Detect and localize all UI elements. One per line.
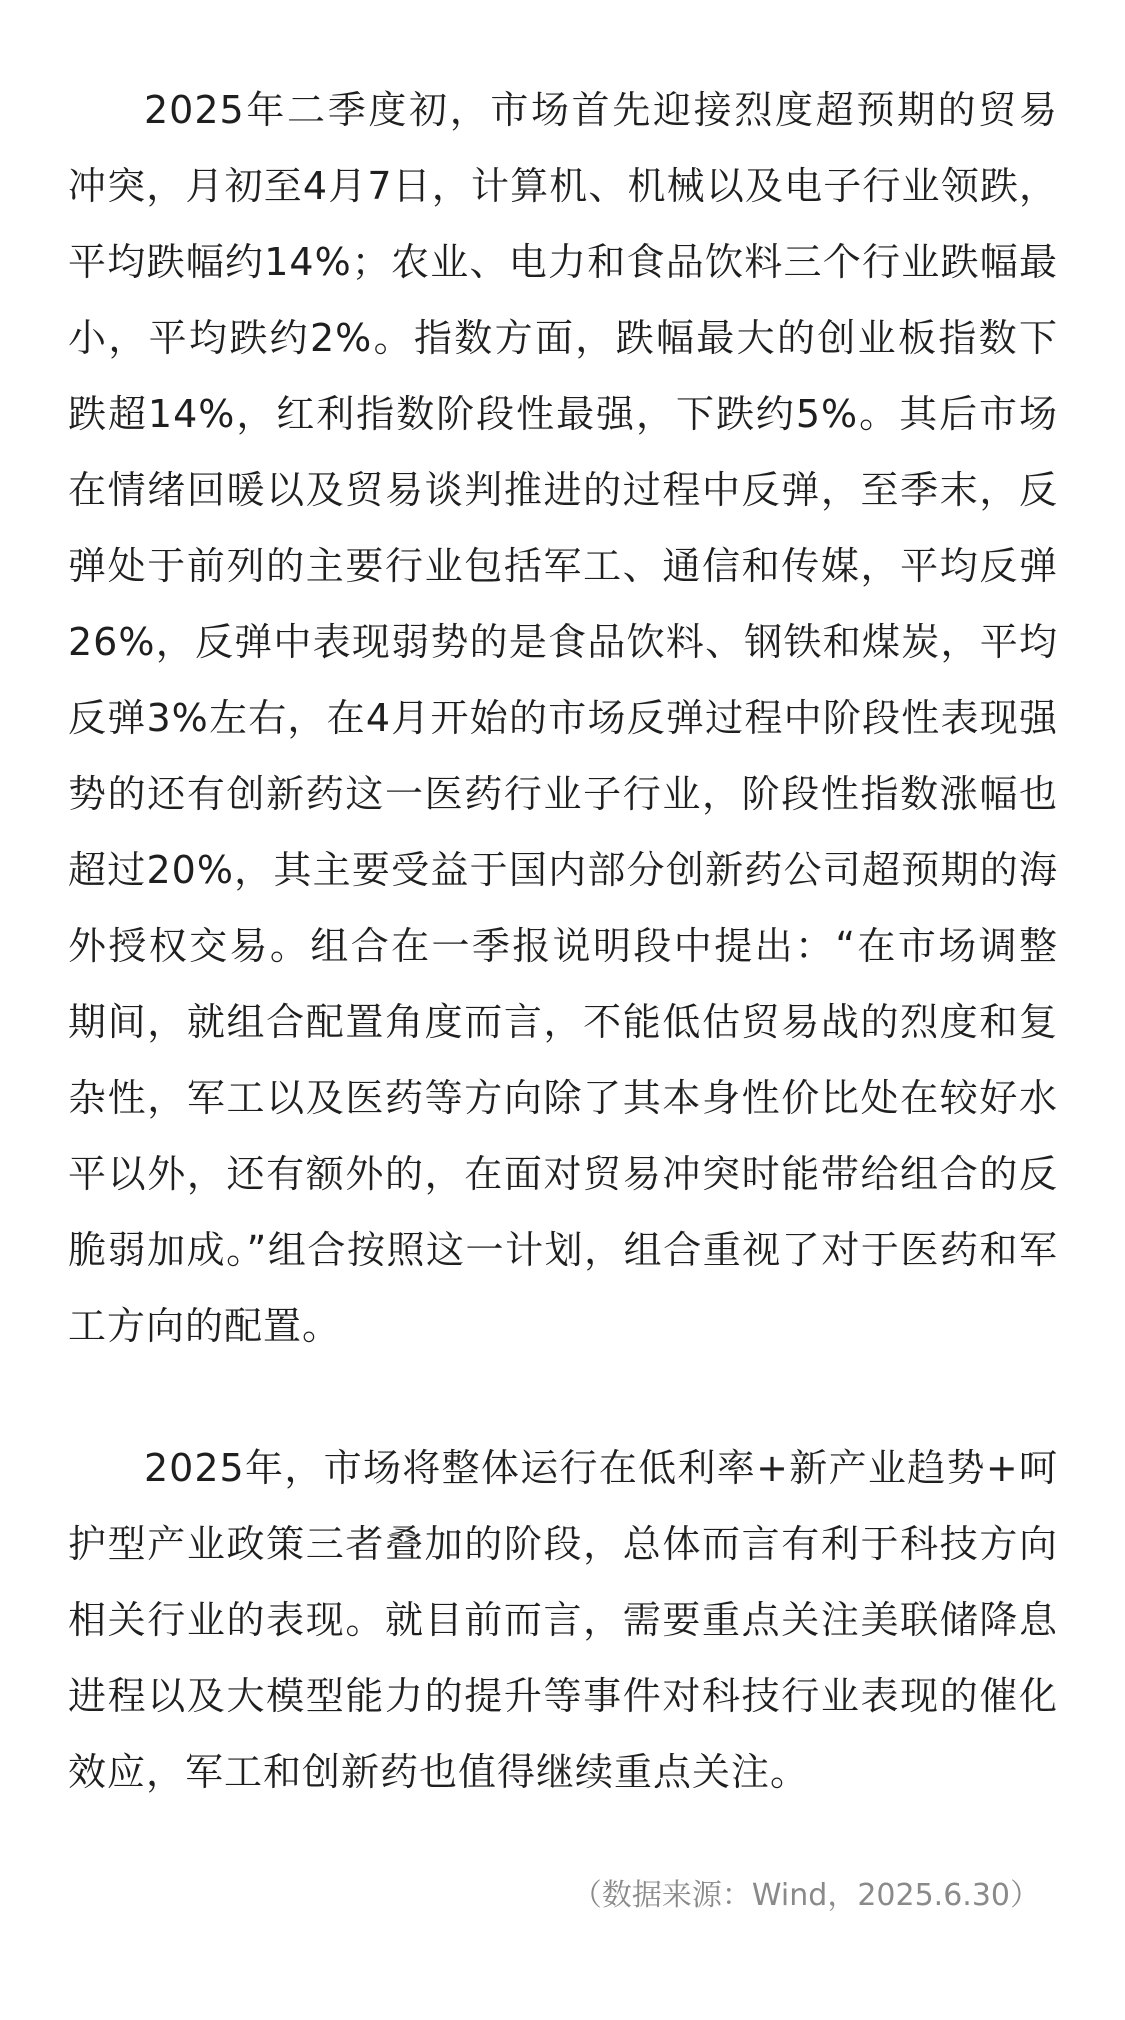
paragraph-market-review: 2025年二季度初，市场首先迎接烈度超预期的贸易冲突，月初至4月7日，计算机、机械以及电子行业领跌，平均跌幅约14%；农业、电力和食品饮料三个行业跌幅最小，平均跌约2%。指数方面，跌幅最大的创业板指数下跌超14%，红利指数阶段性最强，下跌约5%。其后市场在情绪回暖以及贸易谈判推进的过程中反弹，至季末，反弹处于前列的主要行业包括军工、通信和传媒，平均反弹26%，反弹中表现弱势的是食品饮料、钢铁和煤炭，平均反弹3%左右，在4月开始的市场反弹过程中阶段性表现强势的还有创新药这一医药行业子行业，阶段性指数涨幅也超过20%，其主要受益于国内部分创新药公司超预期的海外授权交易。组合在一季报说明段中提出：“在市场调整期间，就组合配置角度而言，不能低估贸易战的烈度和复杂性，军工以及医药等方向除了其本身性价比处在较好水平以外，还有额外的，在面对贸易冲突时能带给组合的反脆弱加成。”组合按照这一计划，组合重视了对于医药和军工方向的配置。: [68, 88, 1058, 1348]
paragraph-market-outlook: 2025年，市场将整体运行在低利率+新产业趋势+呵护型产业政策三者叠加的阶段，总体而言有利于科技方向相关行业的表现。就目前而言，需要重点关注美联储降息进程以及大模型能力的提升等事件对科技行业表现的催化效应，军工和创新药也值得继续重点关注。: [68, 1446, 1058, 1794]
data-source-note: （数据来源：Wind，2025.6.30）: [571, 1878, 1040, 1913]
article-body: [68, 72, 1058, 1810]
